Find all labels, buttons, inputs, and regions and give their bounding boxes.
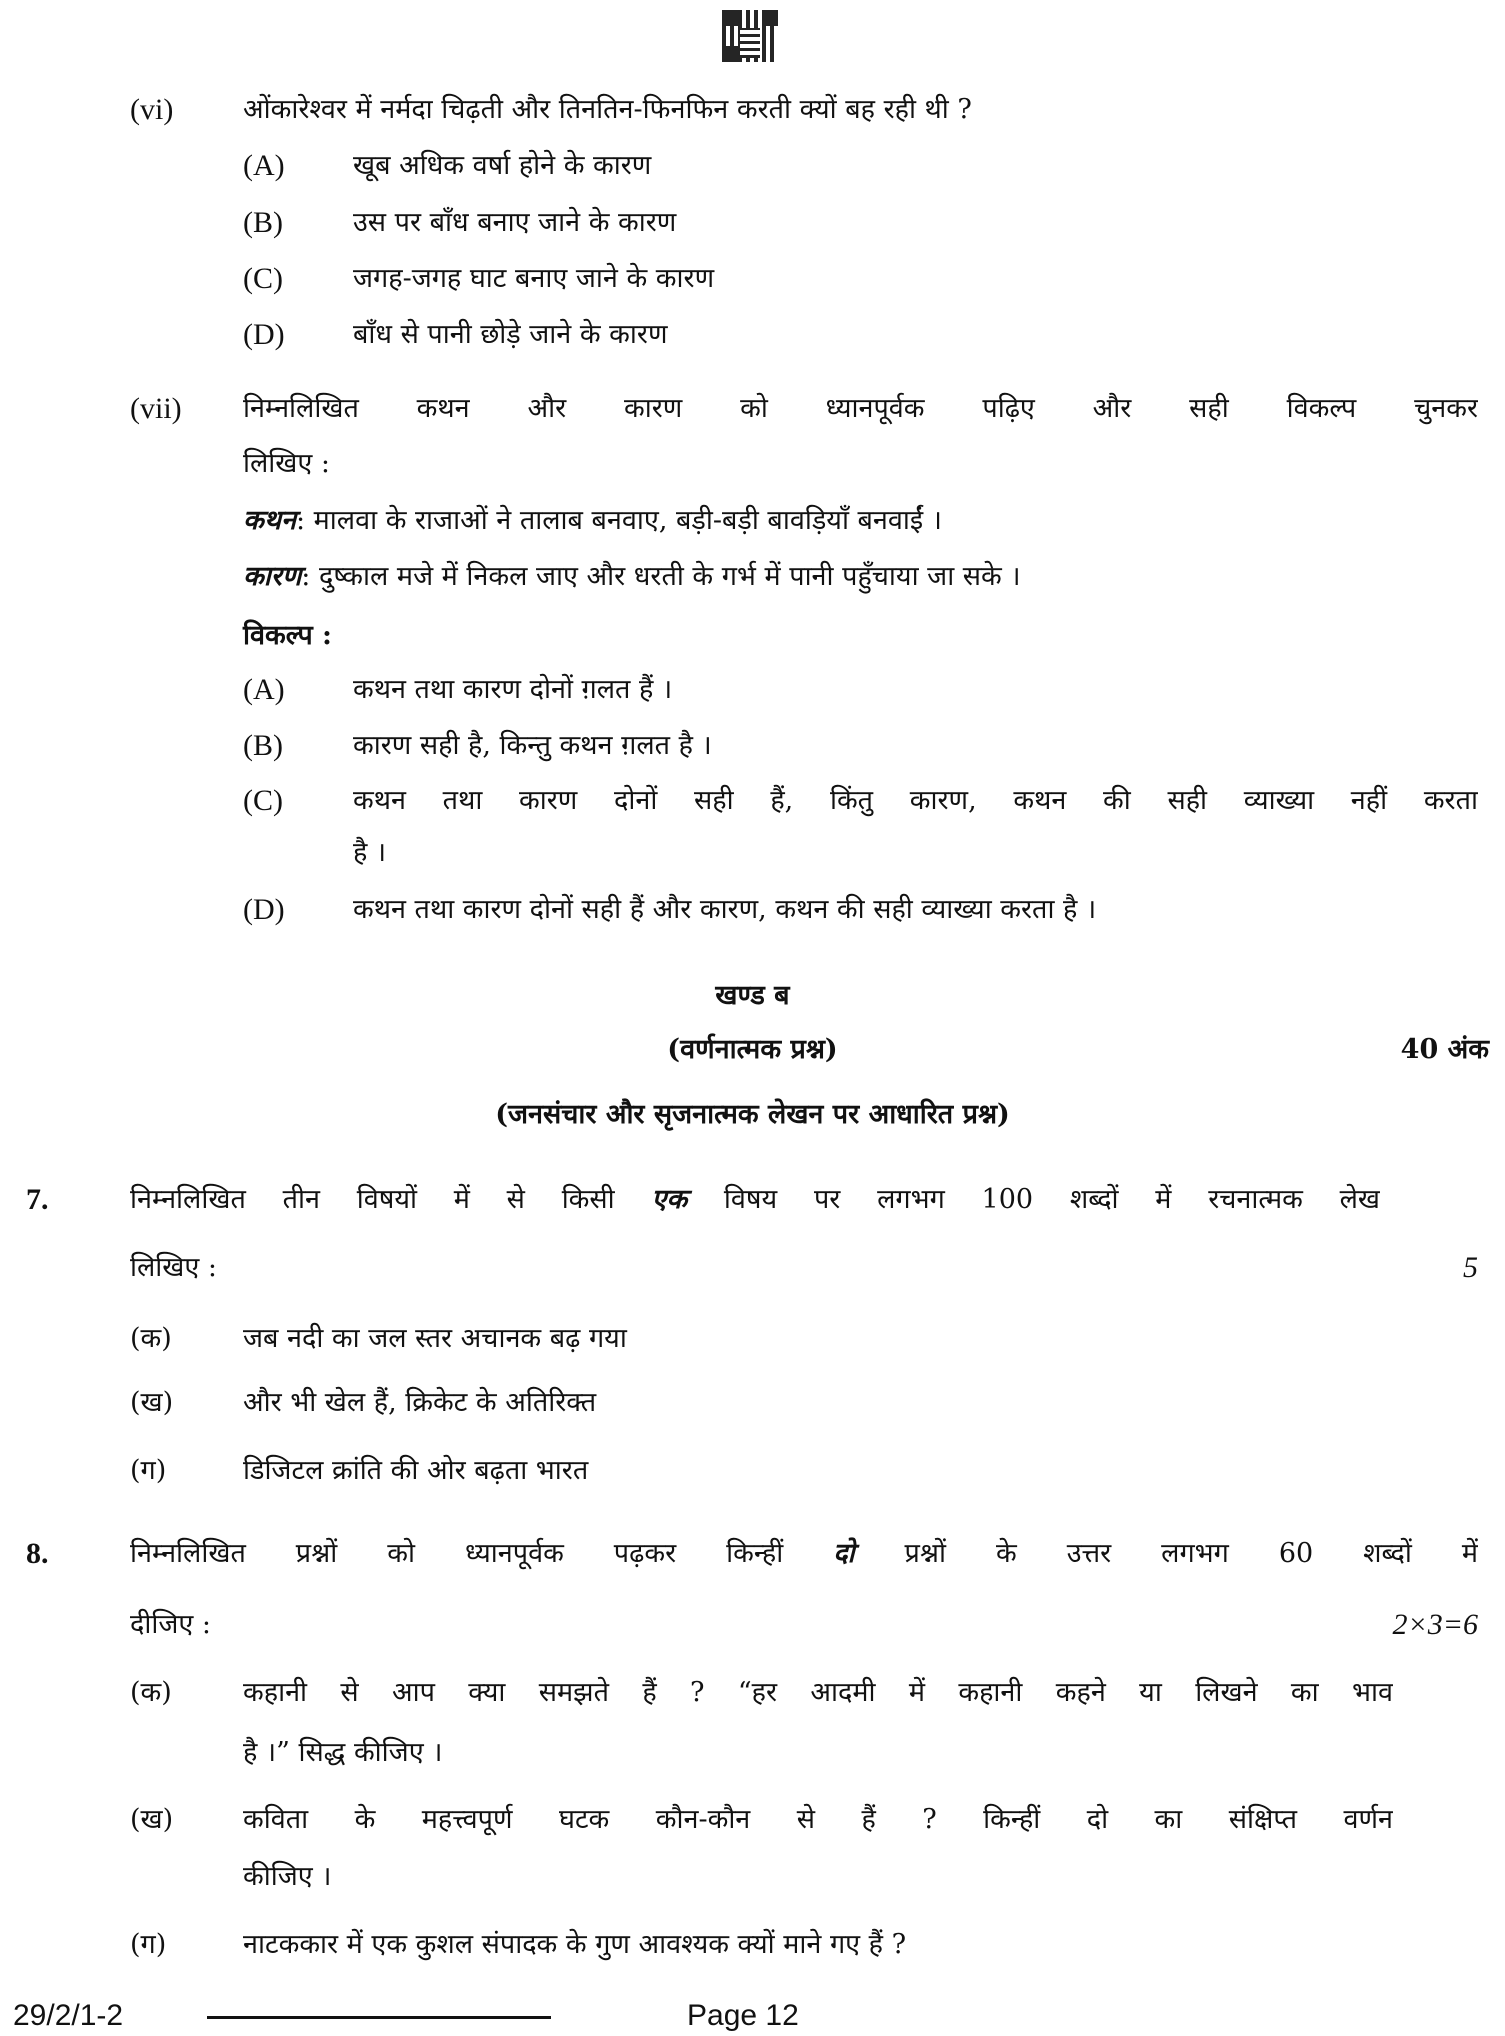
reason-text: : दुष्काल मजे में निकल जाए और धरती के गर्भ में पानी पहुँचाया जा सके । [301, 561, 1021, 592]
option-text: कथन तथा कारण दोनों सही हैं, किंतु कारण, कथन की सही व्याख्या नहीं करता [353, 785, 1478, 816]
option-text: जगह-जगह घाट बनाए जाने के कारण [353, 263, 715, 294]
question-number: (vii) [130, 392, 182, 425]
page-number: Page 12 [687, 1999, 799, 2032]
question-number: (vi) [130, 93, 174, 126]
option-text: डिजिटल क्रांति की ओर बढ़ता भारत [243, 1455, 589, 1486]
question-text-part: प्रश्नों के उत्तर लगभग 60 शब्दों में [904, 1538, 1478, 1569]
option-text: बाँध से पानी छोड़े जाने के कारण [353, 319, 668, 350]
option-label: (ख) [130, 1804, 174, 1835]
option-text-cont: है । [353, 837, 387, 868]
section-marks: 40 अंक [1400, 1034, 1489, 1065]
option-label: (C) [243, 784, 283, 817]
assertion [243, 501, 942, 541]
option-label: (ख) [130, 1387, 174, 1418]
question-text: निम्नलिखित कथन और कारण को ध्यानपूर्वक पढ़िए और सही विकल्प चुनकर [243, 393, 1478, 424]
option-text: कविता के महत्त्वपूर्ण घटक कौन-कौन से हैं ? किन्हीं दो का संक्षिप्त वर्णन [243, 1804, 1393, 1835]
option-label: (ग) [130, 1929, 167, 1960]
section-subtitle: (वर्णनात्मक प्रश्न) [667, 1034, 838, 1065]
marks: 5 [1463, 1251, 1478, 1284]
option-label: (ग) [130, 1455, 167, 1486]
question-text: लिखिए : [130, 1252, 217, 1283]
question-text [130, 1534, 1478, 1574]
reason [243, 557, 1021, 597]
option-label: (क) [130, 1677, 172, 1708]
option-text: जब नदी का जल स्तर अचानक बढ़ गया [243, 1323, 627, 1354]
question-number: 8. [26, 1537, 49, 1570]
question-text: ओंकारेश्वर में नर्मदा चिढ़ती और तिनतिन-फिनफिन करती क्यों बह रही थी ? [243, 94, 972, 125]
option-text: कथन तथा कारण दोनों सही हैं और कारण, कथन की सही व्याख्या करता है । [353, 894, 1097, 925]
option-text: कहानी से आप क्या समझते हैं ? “हर आदमी में कहानी कहने या लिखने का भाव [243, 1677, 1393, 1708]
question-text-part: निम्नलिखित प्रश्नों को ध्यानपूर्वक पढ़कर किन्हीं [130, 1538, 784, 1569]
question-text [130, 1180, 1380, 1220]
option-text-cont: कीजिए । [243, 1861, 332, 1892]
option-label: (D) [243, 318, 285, 351]
question-number: 7. [26, 1183, 49, 1216]
option-label: (A) [243, 149, 285, 182]
option-label: (C) [243, 262, 283, 295]
section-subheading: (जनसंचार और सृजनात्मक लेखन पर आधारित प्रश्न) [495, 1099, 1010, 1130]
option-text: कथन तथा कारण दोनों ग़लत हैं । [353, 674, 673, 705]
option-text: नाटककार में एक कुशल संपादक के गुण आवश्यक क्यों माने गए हैं ? [243, 1929, 907, 1960]
option-text: उस पर बाँध बनाए जाने के कारण [353, 207, 677, 238]
option-label: (A) [243, 673, 285, 706]
question-text: दीजिए : [130, 1609, 211, 1640]
question-text-part: निम्नलिखित तीन विषयों में से किसी [130, 1184, 615, 1215]
question-text-part: विषय पर लगभग 100 शब्दों में रचनात्मक लेख [723, 1184, 1380, 1215]
options-heading: विकल्प : [243, 620, 333, 651]
option-text: खूब अधिक वर्षा होने के कारण [353, 150, 652, 181]
option-text-cont: है ।” सिद्ध कीजिए । [243, 1737, 443, 1768]
emphasis: दो [833, 1538, 855, 1569]
paper-code: 29/2/1-2 [13, 1999, 124, 2032]
footer-rule [207, 2016, 551, 2019]
question-text: लिखिए : [243, 448, 330, 479]
option-label: (D) [243, 893, 285, 926]
assertion-label: कथन [243, 505, 296, 536]
qr-code-icon [722, 10, 778, 62]
option-text: और भी खेल हैं, क्रिकेट के अतिरिक्त [243, 1387, 597, 1418]
option-label: (B) [243, 729, 283, 762]
option-label: (क) [130, 1323, 172, 1354]
option-text: कारण सही है, किन्तु कथन ग़लत है । [353, 730, 712, 761]
emphasis: एक [651, 1184, 688, 1215]
assertion-text: : मालवा के राजाओं ने तालाब बनवाए, बड़ी-बड़ी बावड़ियाँ बनवाईं । [295, 505, 942, 536]
reason-label: कारण [243, 561, 302, 592]
marks: 2×3=6 [1392, 1608, 1478, 1641]
section-title: खण्ड ब [715, 980, 790, 1011]
option-label: (B) [243, 206, 283, 239]
